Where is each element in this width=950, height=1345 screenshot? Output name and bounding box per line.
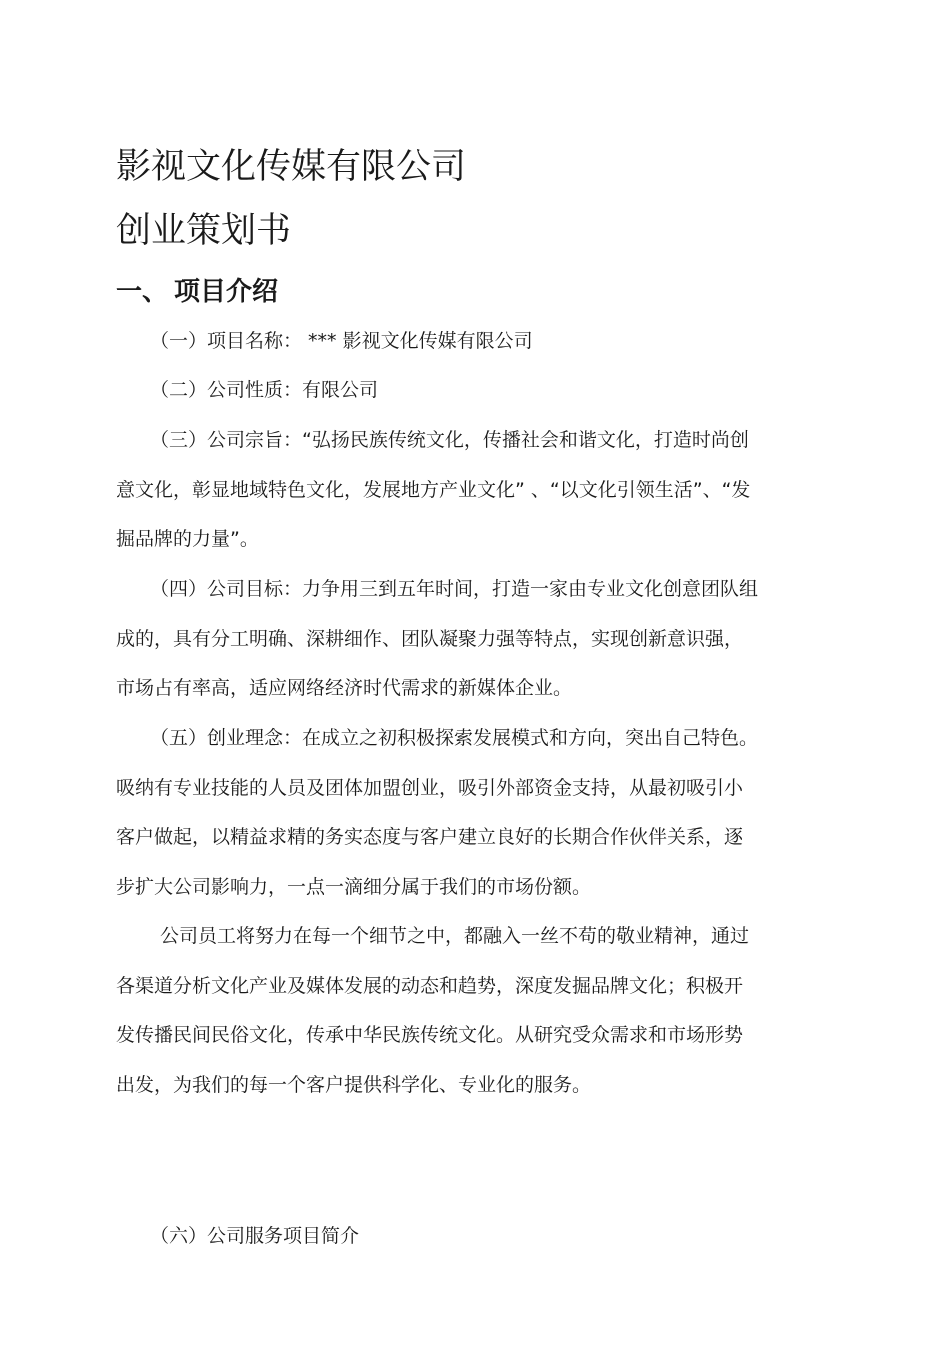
section-title: 项目介绍 — [174, 277, 279, 307]
paragraph-staff-line2: 各渠道分析文化产业及媒体发展的动态和趋势，深度发掘品牌文化；积极开 — [116, 975, 744, 997]
document-title-plan: 创业策划书 — [116, 211, 292, 251]
paragraph-concept-line4: 步扩大公司影响力，一点一滴细分属于我们的市场份额。 — [116, 876, 592, 898]
paragraph-concept-line1: （五）创业理念：在成立之初积极探索发展模式和方向，突出自己特色。 — [150, 727, 759, 749]
subsection-heading-services: （六）公司服务项目简介 — [150, 1225, 360, 1247]
paragraph-concept-line3: 客户做起，以精益求精的务实态度与客户建立良好的长期合作伙伴关系，逐 — [116, 826, 744, 848]
paragraph-staff-line1: 公司员工将努力在每一个细节之中，都融入一丝不苟的敬业精神，通过 — [160, 925, 750, 947]
paragraph-goal-line2: 成的，具有分工明确、深耕细作、团队凝聚力强等特点，实现创新意识强， — [116, 628, 744, 650]
paragraph-purpose-line2: 意文化，彰显地域特色文化，发展地方产业文化” 、“以文化引领生活”、“发 — [116, 479, 751, 501]
paragraph-purpose-line1: （三）公司宗旨：“弘扬民族传统文化，传播社会和谐文化，打造时尚创 — [150, 429, 749, 451]
section-heading-project-intro — [116, 274, 278, 310]
paragraph-goal-line3: 市场占有率高，适应网络经济时代需求的新媒体企业。 — [116, 677, 573, 699]
paragraph-project-name: （一）项目名称： *** 影视文化传媒有限公司 — [150, 330, 533, 352]
paragraph-purpose-line3: 掘品牌的力量”。 — [116, 528, 259, 550]
paragraph-goal-line1: （四）公司目标：力争用三到五年时间，打造一家由专业文化创意团队组 — [150, 578, 759, 600]
paragraph-staff-line3: 发传播民间民俗文化，传承中华民族传统文化。从研究受众需求和市场形势 — [116, 1024, 744, 1046]
paragraph-company-type: （二）公司性质：有限公司 — [150, 379, 379, 401]
paragraph-concept-line2: 吸纳有专业技能的人员及团体加盟创业，吸引外部资金支持，从最初吸引小 — [116, 777, 744, 799]
section-number: 一、 — [116, 277, 169, 307]
document-title-company: 影视文化传媒有限公司 — [116, 147, 467, 187]
paragraph-staff-line4: 出发，为我们的每一个客户提供科学化、专业化的服务。 — [116, 1074, 592, 1096]
